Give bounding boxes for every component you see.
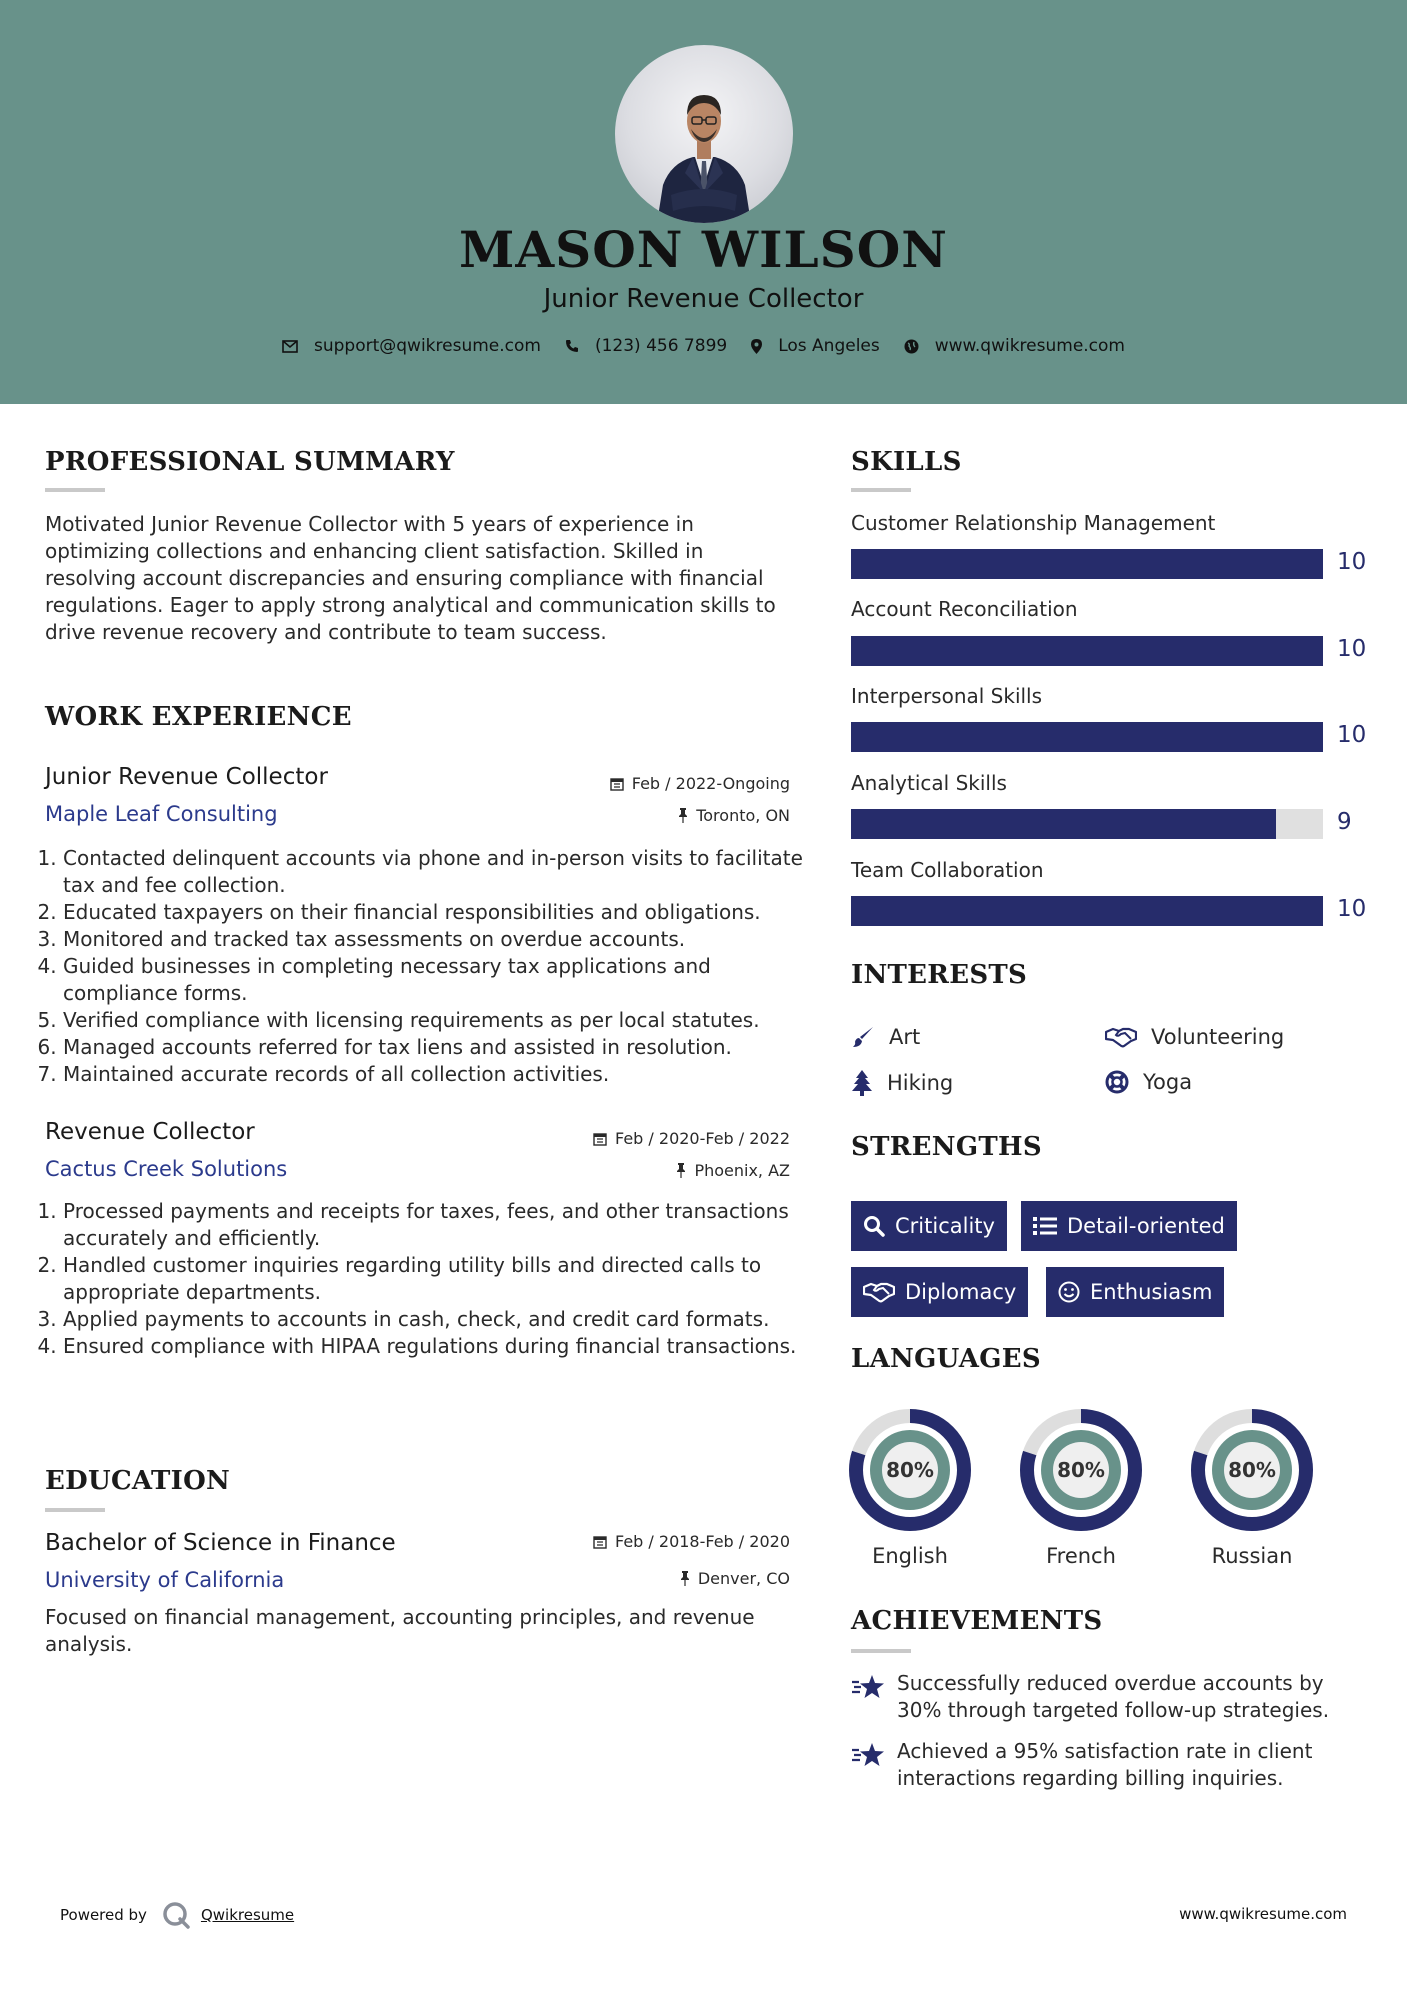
contact-website[interactable] (904, 336, 1125, 356)
job-title: Revenue Collector (45, 1119, 255, 1145)
interest-name: Art (889, 1025, 921, 1049)
skill-bar (851, 636, 1323, 666)
skill-name: Interpersonal Skills (851, 684, 1043, 708)
list-item: 4. Ensured compliance with HIPAA regulations during financial transactions. (63, 1333, 823, 1360)
footer-powered-by: Powered by (60, 1906, 147, 1924)
lifering-icon (1105, 1070, 1129, 1094)
skill-bar-fill (851, 549, 1323, 579)
skill-bar (851, 809, 1323, 839)
job-location (676, 1161, 790, 1180)
calendar-icon (593, 1535, 607, 1549)
list-item: 2. Educated taxpayers on their financial responsibilities and obligations. (63, 899, 823, 926)
skill-bar (851, 722, 1323, 752)
shooting-star-icon (851, 1674, 885, 1700)
skills-heading-underline (851, 488, 911, 492)
phone-icon (565, 339, 579, 353)
skill-value: 10 (1337, 636, 1367, 662)
skill-name: Account Reconciliation (851, 597, 1078, 621)
list-icon (1033, 1216, 1057, 1236)
summary-heading-underline (45, 488, 105, 492)
pushpin-icon (680, 1571, 690, 1586)
contact-website-text: www.qwikresume.com (934, 336, 1125, 356)
language-ring (848, 1408, 972, 1532)
interest-item (1105, 1025, 1284, 1049)
job-duties-list (45, 1198, 823, 1360)
job-title: Junior Revenue Collector (45, 764, 328, 790)
candidate-name: MASON WILSON (459, 220, 948, 279)
list-item: 1. Contacted delinquent accounts via phone and in-person visits to facilitate tax and fee collection. (63, 845, 823, 899)
calendar-icon (610, 777, 624, 791)
summary-heading: PROFESSIONAL SUMMARY (45, 447, 455, 477)
footer-brand-link[interactable]: Qwikresume (200, 1906, 295, 1924)
list-item: 5. Verified compliance with licensing requirements as per local statutes. (63, 1007, 823, 1034)
footer-branding (60, 1900, 294, 1930)
language-item (848, 1408, 972, 1568)
achievement-text: Successfully reduced overdue accounts by 30% through targeted follow-up strategies. (897, 1671, 1330, 1722)
strengths-heading: STRENGTHS (851, 1132, 1042, 1162)
search-icon (863, 1215, 885, 1237)
job-company: Maple Leaf Consulting (45, 802, 278, 826)
language-name: English (872, 1544, 948, 1568)
interest-name: Yoga (1143, 1070, 1193, 1094)
handshake-icon (1105, 1026, 1137, 1048)
skills-heading: SKILLS (851, 447, 962, 477)
language-name: Russian (1211, 1544, 1293, 1568)
education-heading: EDUCATION (45, 1466, 231, 1496)
tree-icon (851, 1070, 873, 1096)
education-dates (593, 1532, 790, 1551)
skill-value: 10 (1337, 722, 1367, 748)
job-dates (593, 1129, 790, 1148)
resume-header (0, 0, 1407, 404)
degree-title: Bachelor of Science in Finance (45, 1530, 396, 1556)
list-item: 1. Processed payments and receipts for taxes, fees, and other transactions accurately and efficiently. (63, 1198, 823, 1252)
list-item: 4. Guided businesses in completing necessary tax applications and compliance forms. (63, 953, 823, 1007)
education-dates-text: Feb / 2018-Feb / 2020 (615, 1532, 790, 1551)
strength-name: Detail-oriented (1067, 1214, 1225, 1238)
paintbrush-icon (851, 1025, 875, 1049)
achievement-item (851, 1670, 1367, 1724)
job-company: Cactus Creek Solutions (45, 1157, 288, 1181)
pushpin-icon (676, 1163, 686, 1178)
contact-location-text: Los Angeles (778, 336, 880, 356)
contact-bar (0, 336, 1407, 356)
job-duties-list (45, 845, 823, 1088)
summary-text: Motivated Junior Revenue Collector with 5 years of experience in optimizing collections and enhancing client satisfaction. Skilled in resolving account discrepancies and ensuring compliance with financial regulations. Eager to apply strong analytical and communication skills to drive revenue recovery and contribute to team success. (45, 512, 776, 644)
skill-bar-fill (851, 809, 1276, 839)
achievements-heading: ACHIEVEMENTS (851, 1606, 1103, 1636)
strength-name: Diplomacy (905, 1280, 1017, 1304)
list-item: 6. Managed accounts referred for tax liens and assisted in resolution. (63, 1034, 823, 1061)
profile-photo (615, 45, 793, 223)
contact-email[interactable] (282, 336, 541, 356)
map-pin-icon (751, 339, 762, 354)
languages-heading: LANGUAGES (851, 1344, 1041, 1374)
language-ring (1190, 1408, 1314, 1532)
contact-phone[interactable] (565, 336, 727, 356)
interest-item (1105, 1070, 1192, 1094)
education-location (680, 1569, 790, 1588)
calendar-icon (593, 1132, 607, 1146)
education-description: Focused on financial management, accounting principles, and revenue analysis. (45, 1605, 755, 1656)
skill-name: Analytical Skills (851, 771, 1007, 795)
smile-icon (1058, 1281, 1080, 1303)
envelope-icon (282, 340, 298, 353)
language-item (1019, 1408, 1143, 1568)
skill-value: 9 (1337, 809, 1352, 835)
job-location-text: Phoenix, AZ (694, 1161, 790, 1180)
interests-heading: INTERESTS (851, 960, 1028, 990)
achievement-item (851, 1738, 1367, 1792)
skill-name: Team Collaboration (851, 858, 1044, 882)
strength-chip (851, 1267, 1028, 1317)
skill-value: 10 (1337, 896, 1367, 922)
language-name: French (1046, 1544, 1116, 1568)
skill-bar-fill (851, 722, 1323, 752)
school-name: University of California (45, 1568, 285, 1592)
strength-name: Criticality (895, 1214, 995, 1238)
language-percent: 80% (1057, 1458, 1105, 1482)
strength-name: Enthusiasm (1090, 1280, 1213, 1304)
contact-phone-text: (123) 456 7899 (594, 336, 728, 356)
skill-value: 10 (1337, 549, 1367, 575)
experience-heading: WORK EXPERIENCE (45, 702, 352, 732)
interest-item (851, 1025, 920, 1049)
skill-name: Customer Relationship Management (851, 511, 1216, 535)
strength-chip (1021, 1201, 1237, 1251)
contact-email-text: support@qwikresume.com (314, 336, 541, 356)
qwikresume-logo-icon (161, 1900, 191, 1930)
job-dates-text: Feb / 2020-Feb / 2022 (615, 1129, 790, 1148)
interest-item (851, 1070, 953, 1096)
interest-name: Hiking (887, 1071, 954, 1095)
list-item: 3. Applied payments to accounts in cash, check, and credit card formats. (63, 1306, 823, 1333)
education-location-text: Denver, CO (697, 1569, 790, 1588)
strength-chip (1046, 1267, 1224, 1317)
list-item: 3. Monitored and tracked tax assessments on overdue accounts. (63, 926, 823, 953)
language-ring (1019, 1408, 1143, 1532)
contact-location (751, 336, 880, 356)
list-item: 7. Maintained accurate records of all collection activities. (63, 1061, 823, 1088)
achievements-heading-underline (851, 1649, 911, 1653)
education-heading-underline (45, 1508, 105, 1512)
skill-bar-fill (851, 636, 1323, 666)
handshake-icon (863, 1281, 895, 1303)
achievement-text: Achieved a 95% satisfaction rate in client interactions regarding billing inquiries. (897, 1739, 1313, 1790)
candidate-title: Junior Revenue Collector (543, 284, 864, 314)
job-dates-text: Feb / 2022-Ongoing (631, 774, 790, 793)
job-dates (610, 774, 790, 793)
list-item: 2. Handled customer inquiries regarding utility bills and directed calls to appropriate departments. (63, 1252, 823, 1306)
skill-bar (851, 896, 1323, 926)
job-location (678, 806, 790, 825)
job-location-text: Toronto, ON (696, 806, 790, 825)
skill-bar-fill (851, 896, 1323, 926)
pushpin-icon (678, 808, 688, 823)
language-item (1190, 1408, 1314, 1568)
footer-site[interactable]: www.qwikresume.com (1179, 1905, 1347, 1923)
globe-icon (904, 339, 919, 354)
language-percent: 80% (1228, 1458, 1276, 1482)
skill-bar (851, 549, 1323, 579)
strength-chip (851, 1201, 1007, 1251)
shooting-star-icon (851, 1742, 885, 1768)
language-percent: 80% (886, 1458, 934, 1482)
interest-name: Volunteering (1151, 1025, 1285, 1049)
